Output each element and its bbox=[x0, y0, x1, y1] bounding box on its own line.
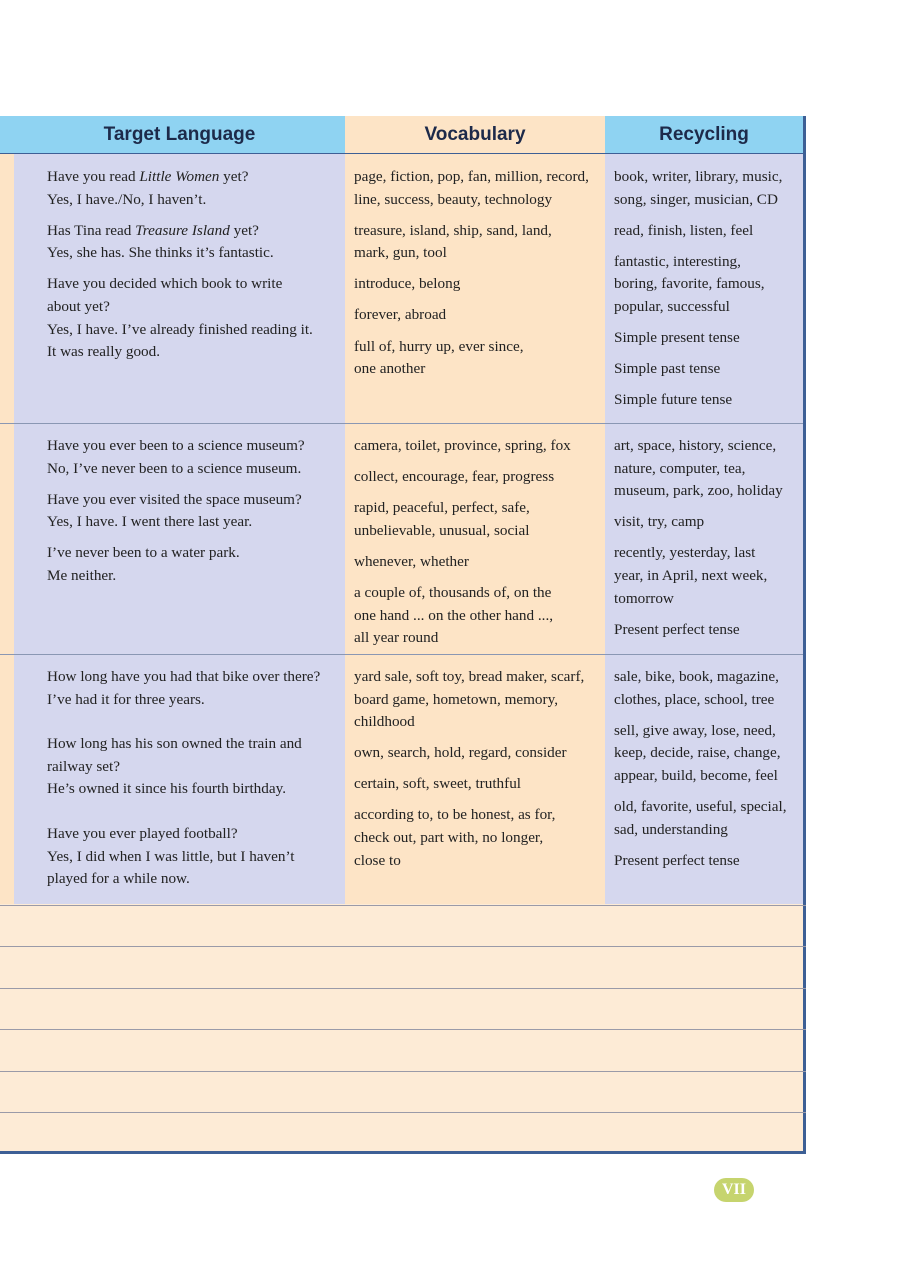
vocab-group: full of, hurry up, ever since, one another bbox=[354, 337, 524, 378]
row-edge bbox=[0, 655, 14, 904]
vocab-group: collect, encourage, fear, progress bbox=[354, 468, 555, 486]
header-edge bbox=[0, 116, 14, 154]
header-target-language: Target Language bbox=[14, 116, 345, 154]
empty-row-line bbox=[0, 988, 806, 989]
vocab-group: page, fiction, pop, fan, million, record, line, success, beauty, technology bbox=[354, 168, 589, 208]
recycling-group: book, writer, library, music, song, singer, musician, CD bbox=[614, 168, 783, 208]
vocab-group: a couple of, thousands of, on the one hand ... on the other hand ..., all year round bbox=[354, 583, 554, 647]
recycling-group: old, favorite, useful, special, sad, understanding bbox=[614, 797, 787, 838]
recycling-group: Present perfect tense bbox=[614, 620, 740, 638]
recycling-group: visit, try, camp bbox=[614, 513, 705, 531]
recycling-group: art, space, history, science, nature, computer, tea, museum, park, zoo, holiday bbox=[614, 437, 783, 500]
row-2-vocabulary bbox=[354, 435, 571, 658]
vocab-group: rapid, peaceful, perfect, safe, unbelievable, unusual, social bbox=[354, 499, 530, 539]
row-edge bbox=[0, 424, 14, 654]
dialogue: I’ve never been to a water park. Me neither. bbox=[47, 544, 240, 584]
vocab-group: camera, toilet, province, spring, fox bbox=[354, 437, 571, 454]
sentence: Have you decided which book to write bbox=[47, 275, 283, 293]
recycling-group: Present perfect tense bbox=[614, 851, 740, 869]
vocab-group: own, search, hold, regard, consider bbox=[354, 744, 567, 762]
empty-row-line bbox=[0, 1071, 806, 1072]
row-2-target-language bbox=[47, 435, 305, 596]
recycling-group: sell, give away, lose, need, keep, decide, raise, change, appear, build, become, feel bbox=[614, 721, 781, 784]
recycling-group: Simple present tense bbox=[614, 329, 740, 347]
row-1-vocabulary bbox=[354, 166, 589, 389]
vocab-group: yard sale, soft toy, bread maker, scarf, board game, hometown, memory, childhood bbox=[354, 668, 585, 731]
row-3-vocabulary bbox=[354, 666, 584, 881]
dialogue: How long has his son owned the train and railway set? He’s owned it since his fourth birthday. bbox=[47, 735, 302, 798]
recycling-group: Simple future tense bbox=[614, 391, 733, 409]
vocab-group: certain, soft, sweet, truthful bbox=[354, 775, 522, 793]
vocab-group: forever, abroad bbox=[354, 306, 447, 324]
row-3-recycling bbox=[614, 666, 787, 881]
sentence: Yes, I have./No, I haven’t. bbox=[47, 190, 207, 208]
vocab-group: whenever, whether bbox=[354, 552, 469, 570]
page-number-badge: VII bbox=[714, 1178, 754, 1202]
vocab-group: treasure, island, ship, sand, land, mark, gun, tool bbox=[354, 221, 552, 262]
empty-row-line bbox=[0, 1112, 806, 1113]
empty-row-line bbox=[0, 1029, 806, 1030]
vocab-group: according to, to be honest, as for, check out, part with, no longer, close to bbox=[354, 806, 556, 869]
recycling-group: recently, yesterday, last year, in April, next week, tomorrow bbox=[614, 544, 768, 607]
dialogue: How long have you had that bike over there? I’ve had it for three years. bbox=[47, 668, 321, 708]
sentence: about yet? bbox=[47, 297, 110, 315]
row-edge bbox=[0, 154, 14, 423]
dialogue: Have you ever been to a science museum? No, I’ve never been to a science museum. bbox=[47, 437, 305, 477]
empty-row-line bbox=[0, 905, 806, 906]
vocab-group: introduce, belong bbox=[354, 275, 461, 293]
sentence: Have you read Little Women yet? bbox=[47, 168, 249, 185]
sentence: Yes, I have. I’ve already finished reading it. bbox=[47, 320, 313, 338]
recycling-group: sale, bike, book, magazine, clothes, place, school, tree bbox=[614, 668, 779, 708]
row-2-recycling bbox=[614, 435, 783, 650]
sentence: Yes, she has. She thinks it’s fantastic. bbox=[47, 244, 274, 262]
empty-row-line bbox=[0, 946, 806, 947]
recycling-group: Simple past tense bbox=[614, 360, 721, 378]
row-3-target-language bbox=[47, 666, 320, 899]
dialogue: Have you ever played football? Yes, I did when I was little, but I haven’t played for a while now. bbox=[47, 824, 295, 888]
row-1-target-language bbox=[47, 166, 313, 364]
sentence: It was really good. bbox=[47, 343, 161, 361]
recycling-group: read, finish, listen, feel bbox=[614, 221, 754, 239]
dialogue: Have you ever visited the space museum? Yes, I have. I went there last year. bbox=[47, 490, 302, 531]
header-recycling: Recycling bbox=[605, 116, 803, 154]
recycling-group: fantastic, interesting, boring, favorite, famous, popular, successful bbox=[614, 252, 765, 315]
sentence: Has Tina read Treasure Island yet? bbox=[47, 221, 259, 239]
row-1-recycling bbox=[614, 166, 782, 420]
header-vocabulary: Vocabulary bbox=[345, 116, 605, 154]
